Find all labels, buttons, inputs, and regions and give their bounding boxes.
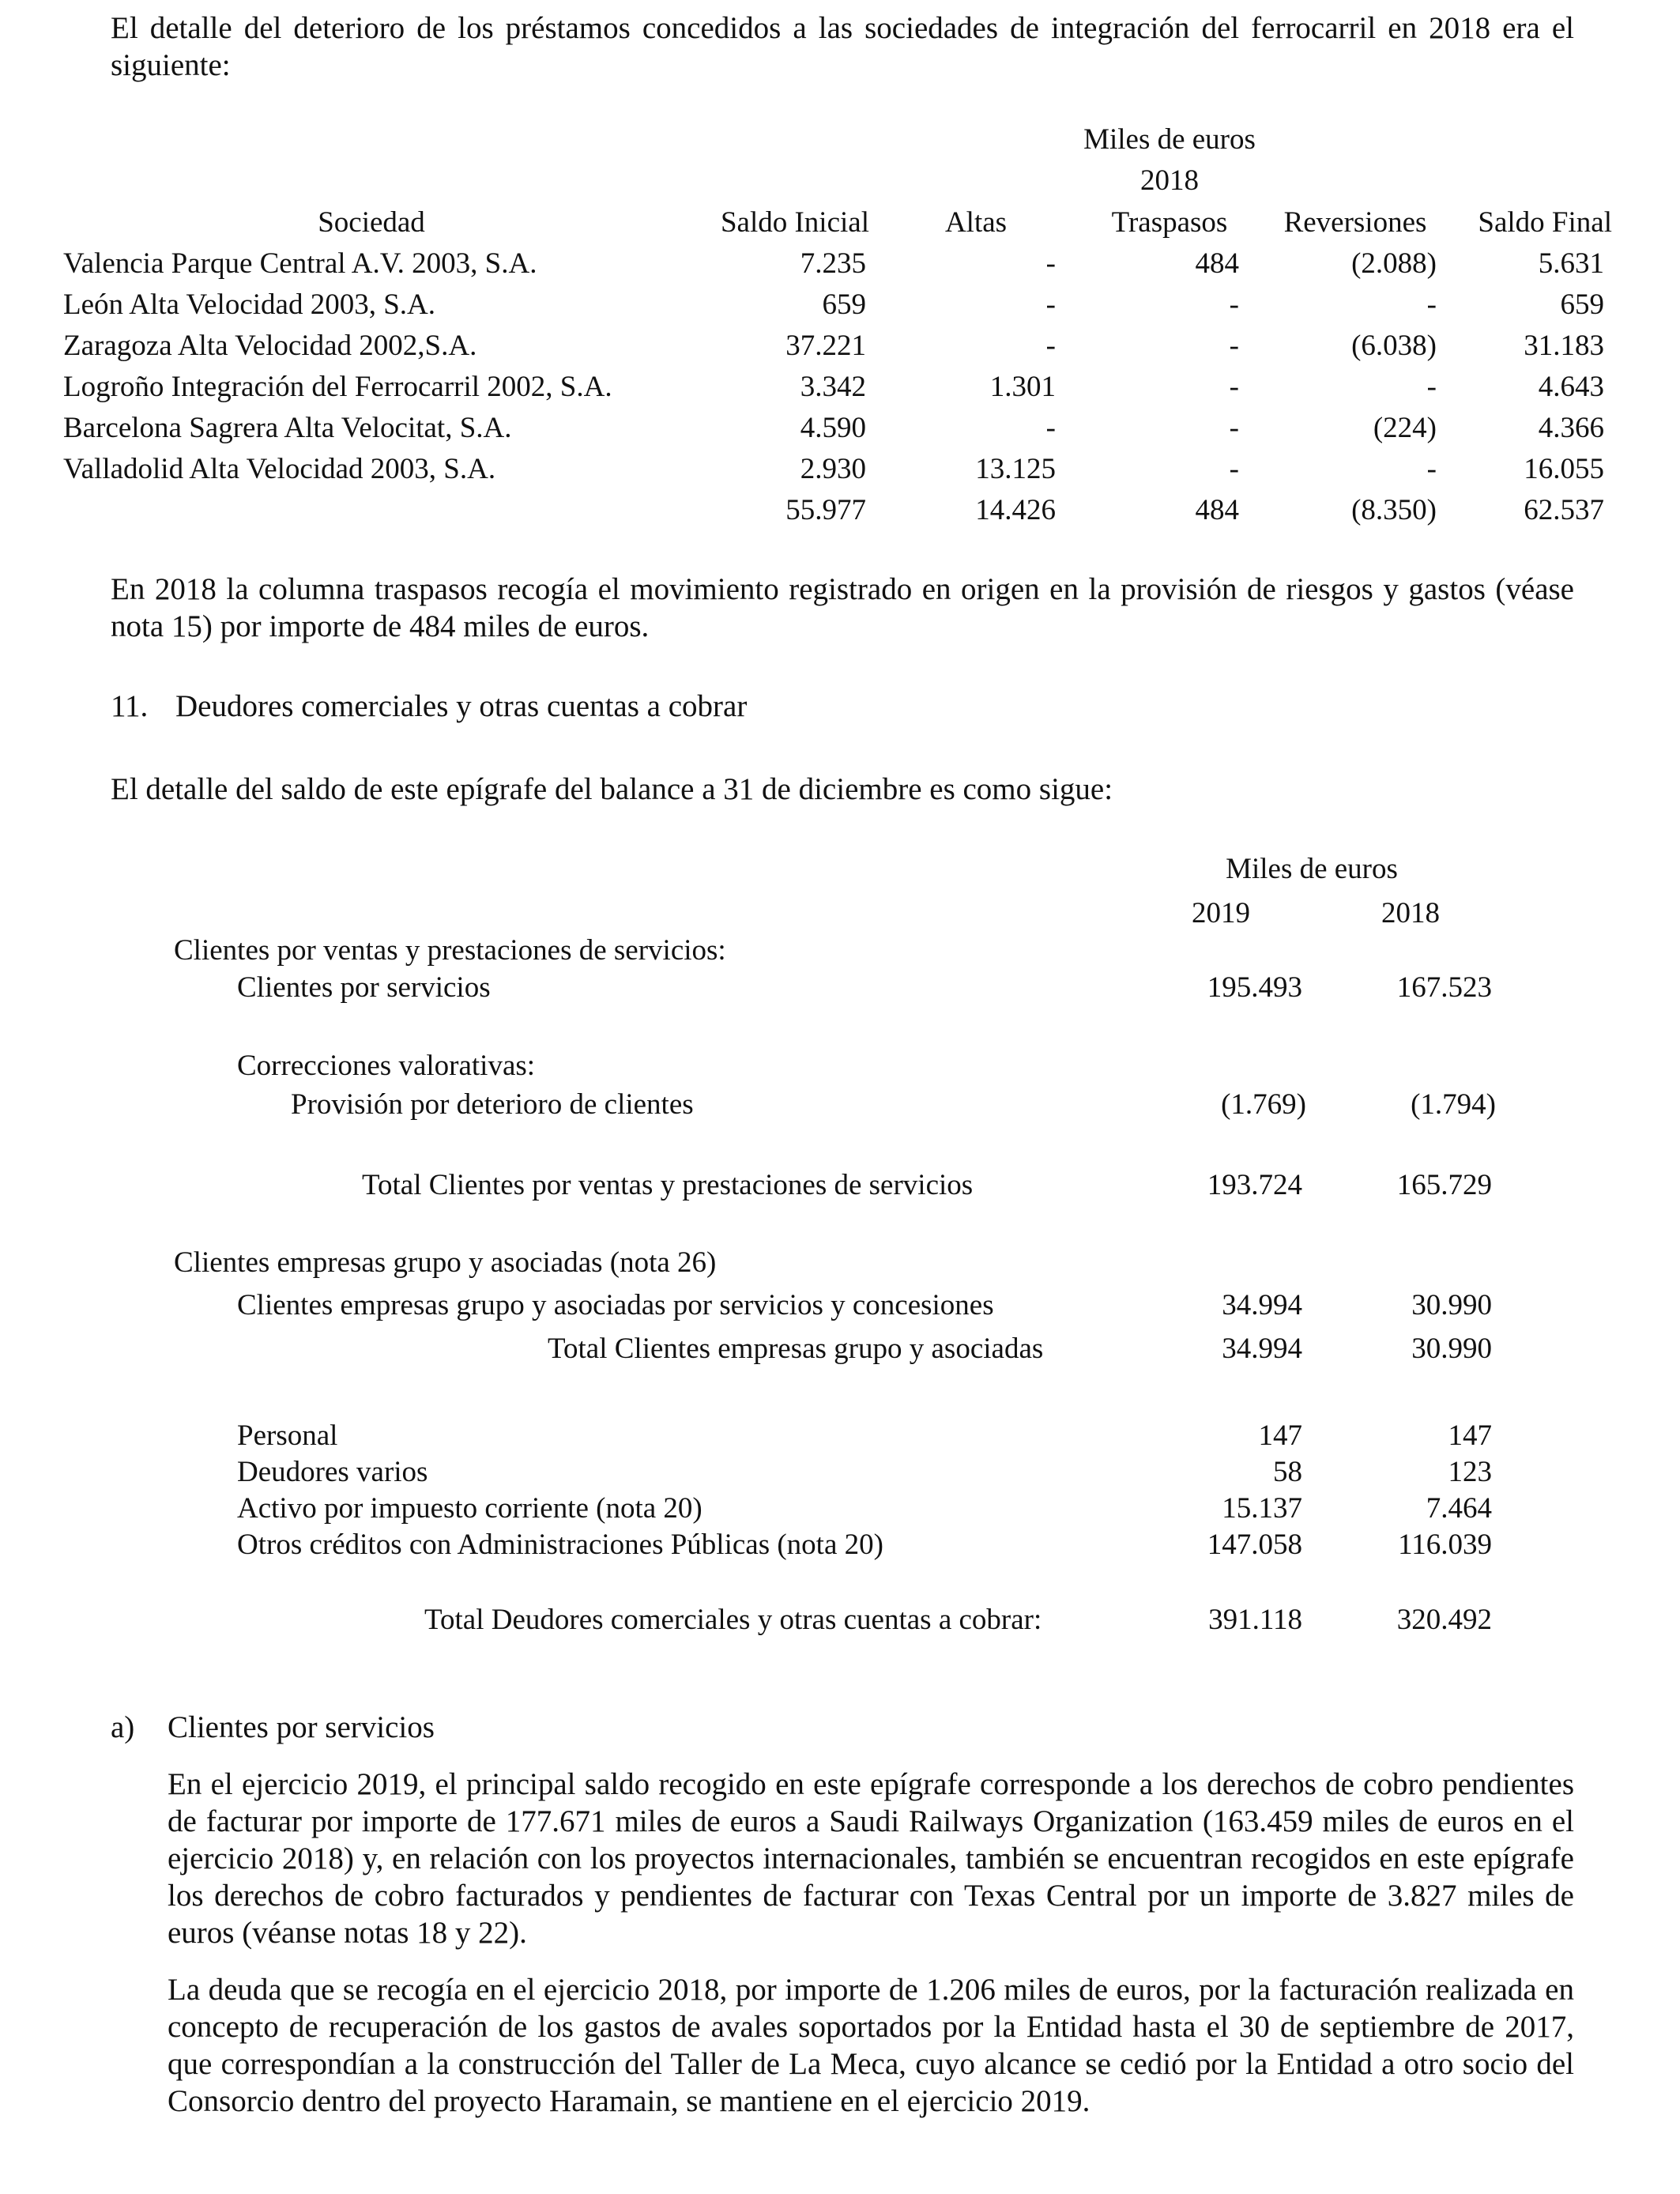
- total-clientes-label: Total Clientes por ventas y prestaciones de servicios: [362, 1169, 974, 1201]
- table1-row-3-saldo-final: 4.643: [1538, 371, 1604, 403]
- table1-row-3-sociedad: Logroño Integración del Ferrocarril 2002, S.A.: [63, 371, 612, 403]
- other-row-2018: 116.039: [1398, 1529, 1492, 1561]
- other-row-2019: 15.137: [1222, 1492, 1302, 1525]
- col-header-traspasos: Traspasos: [1111, 206, 1228, 239]
- table1-row-5-altas: 13.125: [975, 453, 1056, 485]
- table1-total-altas: 14.426: [975, 494, 1056, 526]
- table1-row-3-traspasos: -: [1229, 371, 1239, 403]
- table1-row-4-saldo-final: 4.366: [1538, 412, 1604, 444]
- table1-row-5-saldo-inicial: 2.930: [800, 453, 866, 485]
- table1-row-2-altas: -: [1045, 330, 1056, 362]
- grand-total-2018: 320.492: [1396, 1604, 1492, 1636]
- col-header-saldo-inicial: Saldo Inicial: [720, 206, 869, 239]
- grand-total-2019: 391.118: [1208, 1604, 1302, 1636]
- table1-row-2-saldo-final: 31.183: [1524, 330, 1604, 362]
- other-row-label: Deudores varios: [237, 1456, 428, 1488]
- table1-row-1-traspasos: -: [1229, 288, 1239, 321]
- provision-2019: (1.769): [1221, 1088, 1306, 1121]
- clientes-servicios-2018: 167.523: [1396, 971, 1492, 1004]
- table1-row-1-sociedad: León Alta Velocidad 2003, S.A.: [63, 288, 436, 321]
- table1-row-1-saldo-final: 659: [1560, 288, 1604, 321]
- col-header-altas: Altas: [944, 206, 1008, 239]
- grand-total-label: Total Deudores comerciales y otras cuentas a cobrar:: [424, 1604, 1042, 1636]
- table1-row-5-reversiones: -: [1426, 453, 1437, 485]
- other-row-label: Personal: [237, 1419, 338, 1452]
- other-row-2018: 7.464: [1426, 1492, 1492, 1525]
- clientes-servicios-label: Clientes por servicios: [237, 971, 491, 1004]
- correcciones-heading: Correcciones valorativas:: [237, 1050, 536, 1082]
- table1-row-0-saldo-inicial: 7.235: [800, 247, 866, 280]
- provision-label: Provisión por deterioro de clientes: [291, 1088, 694, 1121]
- table1-total-reversiones: (8.350): [1351, 494, 1437, 526]
- table1-year-label: 2018: [1140, 164, 1199, 197]
- other-row-2019: 147.058: [1207, 1529, 1302, 1561]
- other-row-2018: 147: [1448, 1419, 1492, 1452]
- other-row-2019: 58: [1273, 1456, 1302, 1488]
- table1-row-0-saldo-final: 5.631: [1538, 247, 1604, 280]
- intro-paragraph: El detalle del deterioro de los préstamos concedidos a las sociedades de integración del ferrocarril en 2018 era el siguiente:: [111, 11, 1574, 82]
- table1-total-saldo-final: 62.537: [1524, 494, 1604, 526]
- table1-total-traspasos: 484: [1195, 494, 1239, 526]
- total-clientes-2018: 165.729: [1396, 1169, 1492, 1201]
- grupo-total-2019: 34.994: [1222, 1333, 1302, 1365]
- col-header-saldo-final: Saldo Final: [1478, 206, 1612, 239]
- other-row-2019: 147: [1258, 1419, 1302, 1452]
- traspasos-note: En 2018 la columna traspasos recogía el movimiento registrado en origen en la provisión de riesgos y gastos (véase nota 15) por importe de 484 miles de euros.: [111, 572, 1574, 643]
- grupo-heading: Clientes empresas grupo y asociadas (nota 26): [174, 1246, 717, 1279]
- section-number: 11.: [111, 689, 149, 723]
- grupo-row-2019: 34.994: [1222, 1289, 1302, 1321]
- col-header-sociedad: Sociedad: [318, 206, 425, 239]
- table1-row-4-sociedad: Barcelona Sagrera Alta Velocitat, S.A.: [63, 412, 512, 444]
- table1-row-1-altas: -: [1045, 288, 1056, 321]
- table1-row-1-reversiones: -: [1426, 288, 1437, 321]
- table1-row-2-sociedad: Zaragoza Alta Velocidad 2002,S.A.: [63, 330, 477, 362]
- table2-unit-label: Miles de euros: [1226, 853, 1398, 885]
- grupo-total-label: Total Clientes empresas grupo y asociadas: [548, 1333, 1044, 1365]
- table1-row-4-saldo-inicial: 4.590: [800, 412, 866, 444]
- table1-row-5-saldo-final: 16.055: [1524, 453, 1604, 485]
- section-intro: El detalle del saldo de este epígrafe del balance a 31 de diciembre es como sigue:: [111, 772, 1113, 806]
- table1-row-0-sociedad: Valencia Parque Central A.V. 2003, S.A.: [63, 247, 537, 280]
- other-row-2018: 123: [1448, 1456, 1492, 1488]
- table2-year-2018: 2018: [1381, 897, 1440, 929]
- subsection-title: Clientes por servicios: [168, 1710, 435, 1744]
- table1-row-0-reversiones: (2.088): [1351, 247, 1437, 280]
- table1-unit-label: Miles de euros: [1083, 123, 1256, 156]
- col-header-reversiones: Reversiones: [1283, 206, 1427, 239]
- subsection-paragraph-1: En el ejercicio 2019, el principal saldo recogido en este epígrafe corresponde a los derechos de cobro pendientes de facturar por importe de 177.671 miles de euros a Saudi Railways Organization (163.459 miles de euros en el ejercicio 2018) y, en relación con los proyectos internacionales, también se encuentran recogidos en este epígrafe los derechos de cobro facturados y pendientes de facturar con Texas Central por un importe de 3.827 miles de euros (véanse notas 18 y 22).: [168, 1767, 1574, 1950]
- total-clientes-2019: 193.724: [1207, 1169, 1302, 1201]
- other-row-label: Activo por impuesto corriente (nota 20): [237, 1492, 703, 1525]
- table1-row-0-altas: -: [1045, 247, 1056, 280]
- table1-row-4-altas: -: [1045, 412, 1056, 444]
- subsection-letter: a): [111, 1710, 135, 1744]
- table1-row-2-saldo-inicial: 37.221: [785, 330, 866, 362]
- grupo-total-2018: 30.990: [1411, 1333, 1492, 1365]
- grupo-row-label: Clientes empresas grupo y asociadas por servicios y concesiones: [237, 1289, 994, 1321]
- table1-row-3-saldo-inicial: 3.342: [800, 371, 866, 403]
- table1-row-4-reversiones: (224): [1373, 412, 1437, 444]
- clientes-heading: Clientes por ventas y prestaciones de servicios:: [174, 934, 726, 967]
- table1-row-3-altas: 1.301: [989, 371, 1056, 403]
- subsection-paragraph-2: La deuda que se recogía en el ejercicio 2018, por importe de 1.206 miles de euros, por la facturación realizada en concepto de recuperación de los gastos de avales soportados por la Entidad hasta el 30 de septiembre de 2017, que correspondían a la construcción del Taller de La Meca, cuyo alcance se cedió por la Entidad a otro socio del Consorcio dentro del proyecto Haramain, se mantiene en el ejercicio 2019.: [168, 1973, 1574, 2118]
- table1-row-3-reversiones: -: [1426, 371, 1437, 403]
- section-title: Deudores comerciales y otras cuentas a cobrar: [175, 689, 748, 723]
- table1-row-0-traspasos: 484: [1195, 247, 1239, 280]
- clientes-servicios-2019: 195.493: [1207, 971, 1302, 1004]
- table1-row-1-saldo-inicial: 659: [822, 288, 866, 321]
- table1-row-2-traspasos: -: [1229, 330, 1239, 362]
- table1-row-2-reversiones: (6.038): [1351, 330, 1437, 362]
- table1-row-4-traspasos: -: [1229, 412, 1239, 444]
- table1-row-5-sociedad: Valladolid Alta Velocidad 2003, S.A.: [63, 453, 496, 485]
- other-row-label: Otros créditos con Administraciones Públicas (nota 20): [237, 1529, 883, 1561]
- provision-2018: (1.794): [1411, 1088, 1496, 1121]
- table1-total-saldo-inicial: 55.977: [785, 494, 866, 526]
- table1-row-5-traspasos: -: [1229, 453, 1239, 485]
- grupo-row-2018: 30.990: [1411, 1289, 1492, 1321]
- table2-year-2019: 2019: [1192, 897, 1250, 929]
